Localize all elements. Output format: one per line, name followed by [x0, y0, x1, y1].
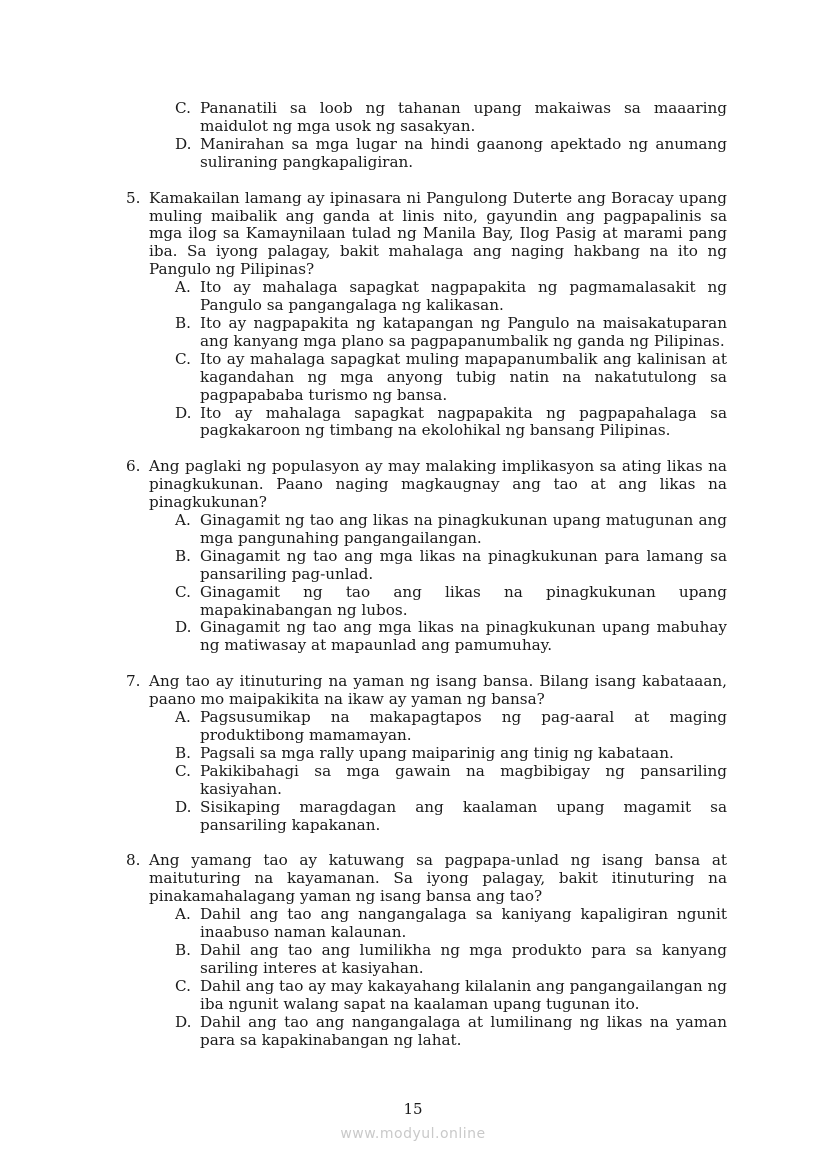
option-text: Pananatili sa loob ng tahanan upang makaiwas sa maaaring maidulot ng mga usok ng sasakyan.: [200, 99, 727, 135]
option-d: [175, 799, 727, 835]
option-text: Pagsusumikap na makapagtapos ng pag-aaral at maging produktibong mamamayan.: [200, 708, 727, 744]
option-text: Ito ay mahalaga sapagkat muling mapapanumbalik ang kalinisan at kagandahan ng mga anyong tubig natin na nakatutulong sa pagpapababa turismo ng bansa.: [200, 349, 727, 404]
option-text: Dahil ang tao ay may kakayahang kilalanin ang pangangailangan ng iba ngunit walang sapat na kaalaman upang tugunan ito.: [200, 976, 727, 1013]
question-6: [126, 458, 727, 655]
page-number: 15: [403, 1100, 423, 1118]
option-letter: B.: [175, 940, 191, 959]
option-d: [175, 136, 727, 172]
option-letter: D.: [175, 797, 192, 816]
option-b: [175, 548, 727, 584]
option-text: Ito ay mahalaga sapagkat nagpapakita ng pagmamalasakit ng Pangulo sa pangangalaga ng kalikasan.: [200, 278, 727, 315]
question-number: 7.: [126, 672, 141, 691]
option-text: Ginagamit ng tao ang mga likas na pinagkukunan upang mabuhay ng matiwasay at mapaunlad ang pamumuhay.: [200, 618, 727, 655]
option-letter: D.: [175, 403, 192, 422]
option-letter: B.: [175, 743, 191, 762]
question-number: 6.: [126, 457, 141, 476]
option-letter: A.: [175, 905, 191, 924]
option-letter: A.: [175, 708, 191, 727]
question-8: [126, 852, 727, 1049]
option-c: [175, 351, 727, 405]
option-letter: B.: [175, 313, 191, 332]
option-letter: C.: [175, 582, 191, 601]
question-text: Ang tao ay itinuturing na yaman ng isang bansa. Bilang isang kabataaan, paano mo maipakikita na ikaw ay yaman ng bansa?: [149, 672, 727, 709]
option-text: Manirahan sa mga lugar na hindi gaanong apektado ng anumang suliraning pangkapaligiran.: [200, 134, 727, 171]
question-number: 8.: [126, 851, 141, 870]
option-a: [175, 709, 727, 745]
option-letter: C.: [175, 976, 191, 995]
option-text: Ito ay nagpapakita ng katapangan ng Pangulo na maisakatuparan ang kanyang mga plano sa pagpapanumbalik ng ganda ng Pilipinas.: [200, 313, 727, 350]
option-text: Pakikibahagi sa mga gawain na magbibigay ng pansariling kasiyahan.: [200, 761, 727, 798]
watermark: www.modyul.online: [340, 1126, 486, 1142]
option-b: [175, 942, 727, 978]
option-letter: A.: [175, 511, 191, 530]
option-a: [175, 906, 727, 942]
option-text: Sisikaping maragdagan ang kaalaman upang magamit sa pansariling kapakanan.: [200, 797, 727, 834]
option-c: [175, 584, 727, 620]
option-a: [175, 512, 727, 548]
option-c: [175, 763, 727, 799]
option-text: Ginagamit ng tao ang likas na pinagkukunan upang mapakinabangan ng lubos.: [200, 582, 727, 619]
option-letter: C.: [175, 761, 191, 780]
option-text: Dahil ang tao ang nangangalaga sa kaniyang kapaligiran ngunit inaabuso naman kalaunan.: [200, 905, 727, 942]
option-letter: D.: [175, 1012, 192, 1031]
option-letter: B.: [175, 546, 191, 565]
option-d: [175, 405, 727, 441]
option-letter: D.: [175, 618, 192, 637]
option-text: Pagsali sa mga rally upang maiparinig ang tinig ng kabataan.: [200, 743, 674, 762]
option-letter: D.: [175, 134, 192, 153]
option-text: Ginagamit ng tao ang mga likas na pinagkukunan para lamang sa pansariling pag-unlad.: [200, 546, 727, 583]
option-a: [175, 279, 727, 315]
option-letter: A.: [175, 278, 191, 297]
option-text: Dahil ang tao ang nangangalaga at lumilinang ng likas na yaman para sa kapakinabangan ng lahat.: [200, 1012, 727, 1049]
option-text: Ito ay mahalaga sapagkat nagpapakita ng pagpapahalaga sa pagkakaroon ng timbang na ekolohikal ng bansang Pilipinas.: [200, 403, 727, 440]
question-number: 5.: [126, 188, 141, 207]
option-d: [175, 1014, 727, 1050]
option-letter: C.: [175, 99, 191, 117]
question-column: [126, 100, 727, 1049]
option-text: Ginagamit ng tao ang likas na pinagkukunan upang matugunan ang mga pangunahing pangangailangan.: [200, 511, 727, 547]
question-text: Ang yamang tao ay katuwang sa pagpapa-unlad ng isang bansa at maituturing na kayamanan. Sa iyong palagay, bakit itinuturing na pinakamahalagang yaman ng isang bansa ang tao?: [149, 851, 727, 906]
option-text: Dahil ang tao ang lumilikha ng mga produkto para sa kanyang sariling interes at kasiyahan.: [200, 940, 727, 977]
option-d: [175, 619, 727, 655]
question-text: Ang paglaki ng populasyon ay may malaking implikasyon sa ating likas na pinagkukunan. Paano naging magkaugnay ang tao at ang likas na pinagkukunan?: [149, 457, 727, 512]
option-letter: C.: [175, 349, 191, 368]
option-b: [175, 315, 727, 351]
option-b: [175, 745, 727, 763]
question-text: Kamakailan lamang ay ipinasara ni Pangulong Duterte ang Boracay upang muling maibalik ang ganda at linis nito, gayundin ang pagpapalinis sa mga ilog sa Kamaynilaan tulad ng Manila Bay, Ilog Pasig at marami pang iba. Sa iyong palagay, bakit mahalaga ang naging hakbang na ito ng Pangulo ng Pilipinas?: [149, 188, 727, 279]
question-7: [126, 673, 727, 834]
question-5: [126, 190, 727, 441]
option-c: [175, 100, 727, 136]
option-c: [175, 978, 727, 1014]
